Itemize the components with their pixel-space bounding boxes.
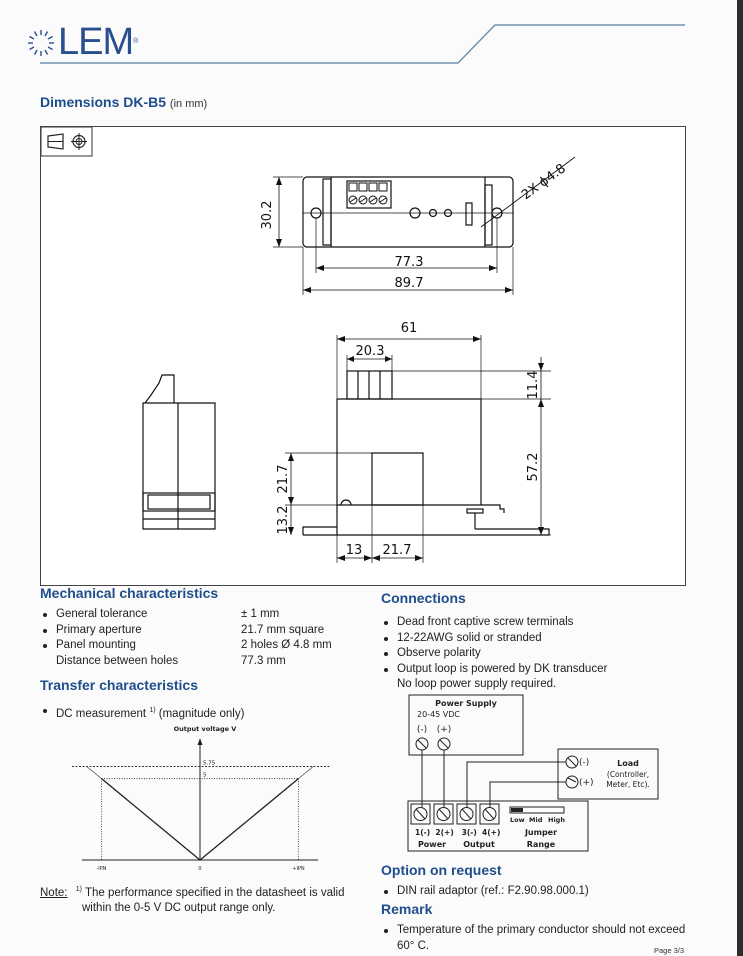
remark-line-1: Temperature of the primary conductor should not exceed xyxy=(397,924,686,936)
x-tick-label: +IPN xyxy=(292,866,305,872)
mechanical-item xyxy=(40,623,360,639)
dim-terminal-height: 11.4 xyxy=(526,370,541,400)
mechanical-item xyxy=(40,638,360,654)
y-axis-arrow xyxy=(198,738,203,745)
value: 77.3 mm xyxy=(241,654,286,667)
transfer-item-suffix: (magnitude only) xyxy=(158,707,245,720)
jumper-label: Jumper xyxy=(524,828,558,837)
label: Distance between holes xyxy=(56,654,179,667)
value: ± 1 mm xyxy=(241,608,280,620)
option-item: DIN rail adaptor (ref.: F2.90.98.000.1) xyxy=(381,884,721,900)
note xyxy=(40,882,344,916)
footnote-ref: 1) xyxy=(149,707,156,714)
transfer-chart xyxy=(60,718,340,878)
dim-front-width: 61 xyxy=(400,321,418,336)
ps-voltage: 20-45 VDC xyxy=(417,710,461,719)
note-line-2: within the 0-5 V DC output range only. xyxy=(82,901,276,914)
note-line-1: The performance specified in the datasheet is valid xyxy=(84,886,345,899)
mechanical-item xyxy=(40,607,360,623)
unit-note: (in mm) xyxy=(169,98,208,110)
connections-item: 12-22AWG solid or stranded xyxy=(381,631,701,647)
transfer-item-text: DC measurement xyxy=(56,707,147,720)
header xyxy=(0,0,737,80)
jumper-low: Low xyxy=(510,816,525,824)
logo-text: LEM xyxy=(58,21,134,63)
load-line-3: Meter, Etc). xyxy=(606,780,650,789)
remark-title: Remark xyxy=(381,901,433,917)
lem-logo xyxy=(58,22,137,62)
dimensions-title-text: Dimensions DK-B5 xyxy=(40,94,167,110)
mechanical-item xyxy=(40,654,360,670)
dim-aperture-width: 21.7 xyxy=(382,543,412,558)
jumper-high: High xyxy=(548,816,565,824)
range-label: Range xyxy=(526,840,556,849)
note-label: Note: xyxy=(40,886,68,899)
dim-body-height: 57.2 xyxy=(526,452,541,482)
transfer-title: Transfer characteristics xyxy=(40,677,198,693)
dim-aperture-height: 21.7 xyxy=(276,464,291,494)
dim-aperture-offset-v: 13.2 xyxy=(276,505,291,535)
connections-item: Dead front captive screw terminals xyxy=(381,615,701,631)
load-title: Load xyxy=(617,759,639,768)
load-plus: (+) xyxy=(579,778,594,788)
ps-plus: (+) xyxy=(436,725,452,735)
dimensions-title xyxy=(40,94,207,110)
x-tick-label: 0 xyxy=(198,866,202,872)
page-number: Page 3/3 xyxy=(654,946,685,955)
side-view xyxy=(143,375,215,529)
vertical-scrollbar[interactable] xyxy=(737,0,743,956)
remark-line-2: 60° C. xyxy=(397,939,430,952)
load-minus: (-) xyxy=(579,758,590,768)
x-tick-label: -IPN xyxy=(96,866,107,872)
connections-item: Output loop is powered by DK transducer xyxy=(381,662,701,678)
label: Primary aperture xyxy=(56,623,142,636)
dim-top-height: 30.2 xyxy=(260,200,275,230)
first-angle-projection-icon xyxy=(41,127,92,156)
dimension-drawing xyxy=(40,126,686,586)
option-title: Option on request xyxy=(381,862,502,878)
connections-list xyxy=(381,615,701,693)
connections-item: No loop power supply required. xyxy=(397,678,557,690)
power-label: Power xyxy=(417,840,447,849)
dim-holes: 2X ϕ4.8 xyxy=(519,161,569,204)
label: Panel mounting xyxy=(56,639,136,651)
series-line-overrange xyxy=(87,766,102,778)
series-line-overrange xyxy=(298,766,313,778)
option-list xyxy=(381,884,721,900)
value: 2 holes Ø 4.8 mm xyxy=(241,639,332,651)
dim-overall-width: 89.7 xyxy=(394,276,424,291)
y-annotation-label: 5.75 xyxy=(203,760,216,767)
mechanical-list xyxy=(40,607,360,669)
value: 21.7 mm square xyxy=(241,623,325,636)
connections-item: Observe polarity xyxy=(381,646,701,662)
label: General tolerance xyxy=(56,608,148,620)
dim-terminal-block: 20.3 xyxy=(355,344,385,359)
front-view xyxy=(285,335,551,563)
lem-sunburst-icon xyxy=(28,30,54,56)
registered-mark: ® xyxy=(133,38,138,45)
jumper-indicator xyxy=(511,808,523,812)
drawing-canvas xyxy=(41,127,685,585)
chart-title: Output voltage V xyxy=(173,725,237,733)
dim-aperture-offset-h: 13 xyxy=(345,543,363,558)
note-footnote-mark: 1) xyxy=(75,886,82,893)
mechanical-title: Mechanical characteristics xyxy=(40,585,219,601)
ps-minus: (-) xyxy=(416,725,428,735)
y-annotation-label: 5 xyxy=(203,772,207,779)
load-line-2: (Controller, xyxy=(606,770,650,779)
output-label: Output xyxy=(463,840,495,849)
top-view xyxy=(273,157,575,295)
connections-title: Connections xyxy=(381,590,466,606)
dim-hole-spacing: 77.3 xyxy=(394,255,424,270)
wiring-diagram xyxy=(395,690,675,855)
terminal-numbers: 1(-) 2(+) 3(-) 4(+) xyxy=(415,828,501,837)
ps-title: Power Supply xyxy=(435,699,497,708)
jumper-mid: Mid xyxy=(529,816,543,824)
